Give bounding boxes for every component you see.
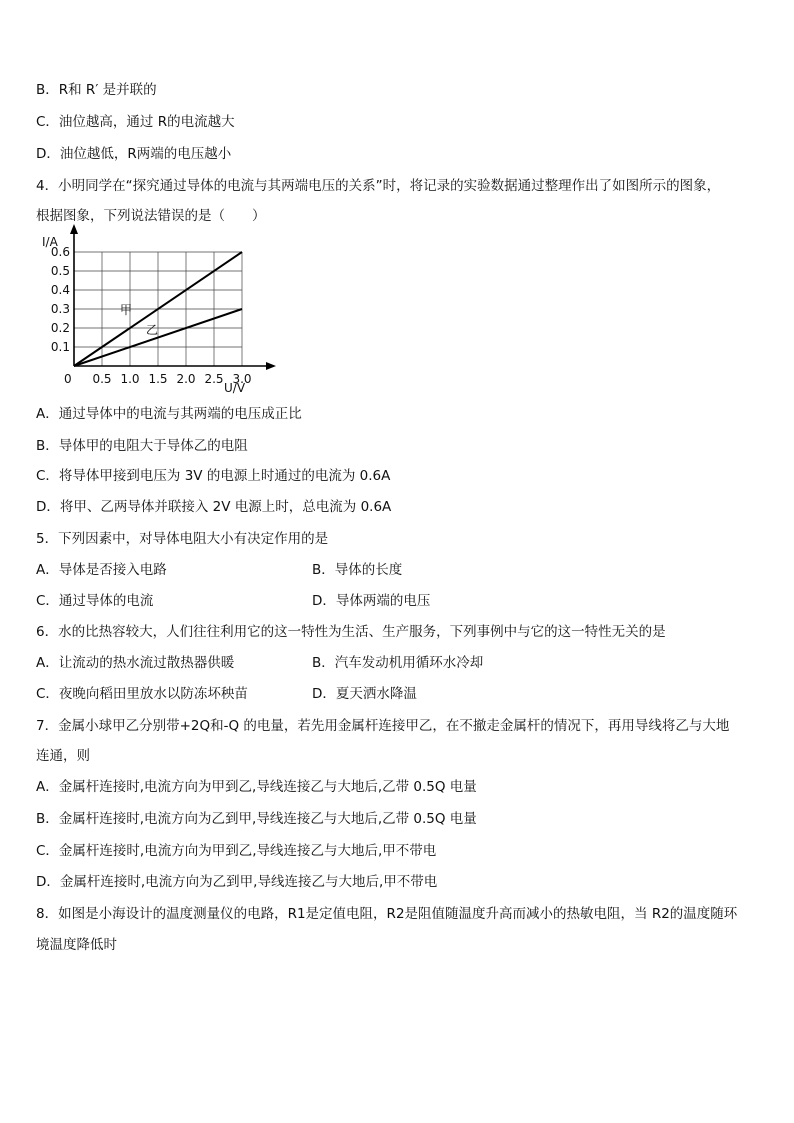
series-label-2: 乙 <box>146 323 159 337</box>
q7-stem-line-2: 连通，则 <box>36 748 90 764</box>
q5-option-b: B．导体的长度 <box>312 562 403 578</box>
y-tick-label: 0.6 <box>50 245 70 259</box>
q8-stem-line-1: 8．如图是小海设计的温度测量仪的电路，R1是定值电阻，R2是阻值随温度升高而减小的热敏电阻，当 R2的温度随环 <box>36 906 738 922</box>
q7-option-b: B．金属杆连接时,电流方向为乙到甲,导线连接乙与大地后,乙带 0.5Q 电量 <box>36 811 477 827</box>
q4-option-d: D．将甲、乙两导体并联接入 2V 电源上时，总电流为 0.6A <box>36 499 392 515</box>
x-tick-label: 3.0 <box>232 372 252 386</box>
q3-option-c: C．油位越高，通过 R的电流越大 <box>36 114 235 130</box>
x-tick-label: 1.0 <box>120 372 140 386</box>
q5-option-c: C．通过导体的电流 <box>36 593 154 609</box>
q3-option-d: D．油位越低，R两端的电压越小 <box>36 146 232 162</box>
q6-stem: 6．水的比热容较大，人们往往利用它的这一特性为生活、生产服务，下列事例中与它的这一特性无关的是 <box>36 624 666 640</box>
q5-option-d: D．导体两端的电压 <box>312 593 431 609</box>
q4-option-b: B．导体甲的电阻大于导体乙的电阻 <box>36 438 248 454</box>
y-tick-label: 0.4 <box>50 283 70 297</box>
iv-graph <box>36 230 252 400</box>
q4-option-c: C．将导体甲接到电压为 3V 的电源上时通过的电流为 0.6A <box>36 468 391 484</box>
q4-stem-line-2: 根据图象，下列说法错误的是（ ） <box>36 208 266 224</box>
y-tick-label: 0.1 <box>50 340 70 354</box>
q7-option-c: C．金属杆连接时,电流方向为甲到乙,导线连接乙与大地后,甲不带电 <box>36 843 437 859</box>
q6-option-a: A．让流动的热水流过散热器供暖 <box>36 655 235 671</box>
y-tick-label: 0.5 <box>50 264 70 278</box>
x-axis-arrow-icon <box>266 362 276 370</box>
iv-graph-svg <box>36 230 252 400</box>
q8-stem-line-2: 境温度降低时 <box>36 937 117 953</box>
q6-option-b: B．汽车发动机用循环水冷却 <box>312 655 484 671</box>
q3-option-b: B．R和 R′ 是并联的 <box>36 82 157 98</box>
x-axis-label: U/V <box>224 381 246 395</box>
x-tick-label: 1.5 <box>148 372 168 386</box>
q6-option-d: D．夏天洒水降温 <box>312 686 417 702</box>
q6-option-c: C．夜晚向稻田里放水以防冻坏秧苗 <box>36 686 248 702</box>
y-tick-label: 0.3 <box>50 302 70 316</box>
q5-stem: 5．下列因素中，对导体电阻大小有决定作用的是 <box>36 531 329 547</box>
q7-option-d: D．金属杆连接时,电流方向为乙到甲,导线连接乙与大地后,甲不带电 <box>36 874 438 890</box>
q7-stem-line-1: 7．金属小球甲乙分别带+2Q和-Q 的电量，若先用金属杆连接甲乙，在不撤走金属杆的情况下，再用导线将乙与大地 <box>36 718 730 734</box>
origin-label: 0 <box>64 372 72 386</box>
x-tick-label: 0.5 <box>92 372 112 386</box>
q4-option-a: A．通过导体中的电流与其两端的电压成正比 <box>36 406 302 422</box>
y-tick-label: 0.2 <box>50 321 70 335</box>
q7-option-a: A．金属杆连接时,电流方向为甲到乙,导线连接乙与大地后,乙带 0.5Q 电量 <box>36 779 477 795</box>
x-tick-label: 2.5 <box>204 372 224 386</box>
y-axis-label: I/A <box>42 235 58 249</box>
q5-option-a: A．导体是否接入电路 <box>36 562 167 578</box>
series-label-1: 甲 <box>120 303 133 317</box>
q4-stem-line-1: 4．小明同学在“探究通过导体的电流与其两端电压的关系”时，将记录的实验数据通过整理作出了如图所示的图象， <box>36 178 721 194</box>
x-tick-label: 2.0 <box>176 372 196 386</box>
